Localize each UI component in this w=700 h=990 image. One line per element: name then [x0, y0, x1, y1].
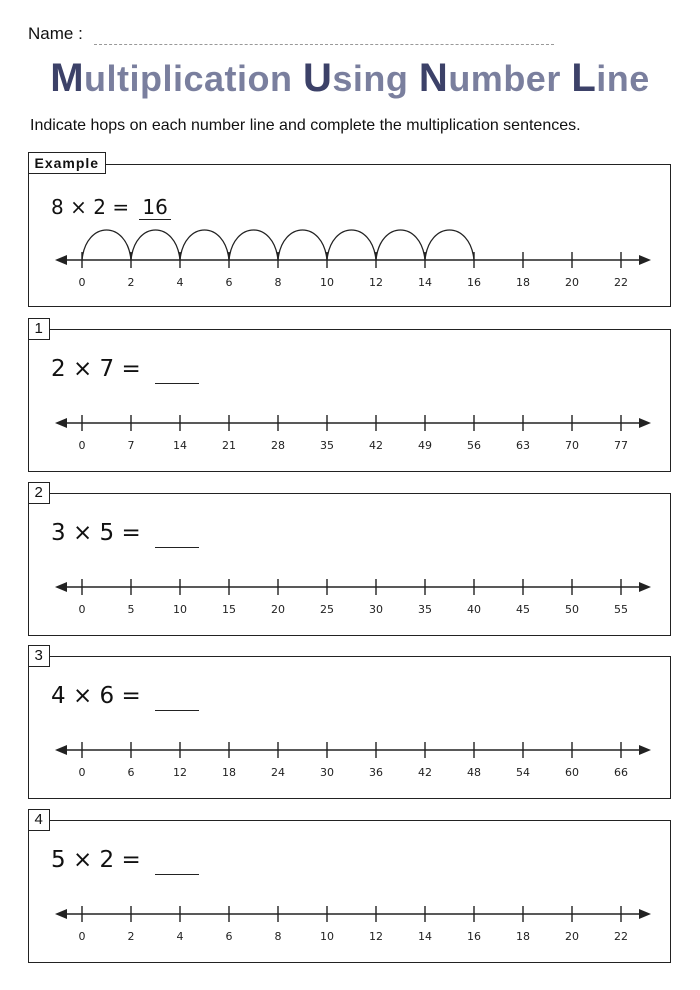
tick-label: 2	[127, 276, 135, 289]
tick-label: 20	[271, 603, 285, 616]
hop-arc	[327, 230, 376, 260]
tick-label: 4	[176, 930, 184, 943]
left-arrow-icon	[55, 745, 67, 755]
hop-arc	[82, 230, 131, 260]
tick-label: 8	[274, 276, 282, 289]
number-line[interactable]	[29, 330, 669, 470]
tick-label: 50	[565, 603, 579, 616]
tick-label: 10	[173, 603, 187, 616]
tick-label: 8	[274, 930, 282, 943]
factor-b: 6	[99, 683, 115, 709]
tick-label: 0	[78, 766, 86, 779]
name-field[interactable]	[94, 44, 554, 45]
tick-label: 4	[176, 276, 184, 289]
tick-label: 30	[320, 766, 334, 779]
right-arrow-icon	[639, 909, 651, 919]
equals-sign: =	[121, 847, 141, 873]
tick-label: 70	[565, 439, 579, 452]
tick-label: 66	[614, 766, 628, 779]
tick-label: 36	[369, 766, 383, 779]
equals-sign: =	[121, 356, 141, 382]
right-arrow-icon	[639, 255, 651, 265]
tick-label: 15	[222, 603, 236, 616]
tick-label: 12	[173, 766, 187, 779]
title-part: Using	[303, 56, 419, 100]
factor-a: 2	[51, 356, 66, 382]
factor-b: 5	[99, 520, 115, 546]
times-sign: ×	[72, 683, 93, 709]
tick-label: 10	[320, 276, 334, 289]
tick-label: 22	[614, 276, 628, 289]
problem-box-4	[28, 811, 671, 963]
factor-b: 2	[99, 847, 115, 873]
title-part: Line	[571, 56, 650, 100]
tick-label: 0	[78, 276, 86, 289]
hop-arc	[278, 230, 327, 260]
factor-b: 2	[93, 195, 106, 219]
tick-label: 14	[418, 276, 432, 289]
left-arrow-icon	[55, 582, 67, 592]
tick-label: 18	[516, 276, 530, 289]
number-line[interactable]	[29, 494, 669, 634]
tick-label: 14	[173, 439, 187, 452]
problem-number: 1	[28, 318, 50, 340]
right-arrow-icon	[639, 582, 651, 592]
tick-label: 54	[516, 766, 530, 779]
tick-label: 56	[467, 439, 481, 452]
factor-a: 4	[51, 683, 66, 709]
problem-number: 3	[28, 645, 50, 667]
tick-label: 35	[418, 603, 432, 616]
problem-number: 4	[28, 809, 50, 831]
problem-box-2	[28, 484, 671, 636]
tick-label: 0	[78, 930, 86, 943]
tick-label: 63	[516, 439, 530, 452]
times-sign: ×	[72, 520, 93, 546]
tick-label: 42	[369, 439, 383, 452]
hop-arc	[229, 230, 278, 260]
equals-sign: =	[121, 520, 141, 546]
instructions: Indicate hops on each number line and complete the multiplication sentences.	[30, 117, 581, 134]
problem-number: 2	[28, 482, 50, 504]
tick-label: 2	[127, 930, 135, 943]
tick-label: 60	[565, 766, 579, 779]
tick-label: 35	[320, 439, 334, 452]
hop-arc	[425, 230, 474, 260]
right-arrow-icon	[639, 418, 651, 428]
worksheet-title	[0, 56, 700, 101]
tick-label: 30	[369, 603, 383, 616]
number-line[interactable]	[29, 821, 669, 961]
tick-label: 6	[225, 930, 233, 943]
tick-label: 6	[127, 766, 135, 779]
tick-label: 40	[467, 603, 481, 616]
tick-label: 0	[78, 603, 86, 616]
tick-label: 10	[320, 930, 334, 943]
problem-box-3	[28, 647, 671, 799]
tick-label: 14	[418, 930, 432, 943]
tick-label: 6	[225, 276, 233, 289]
number-line[interactable]	[29, 657, 669, 797]
tick-label: 12	[369, 276, 383, 289]
tick-label: 77	[614, 439, 628, 452]
problem-box-1	[28, 320, 671, 472]
example-number-line	[29, 165, 669, 305]
tick-label: 7	[127, 439, 135, 452]
tick-label: 5	[127, 603, 135, 616]
factor-a: 8	[51, 195, 64, 219]
tick-label: 16	[467, 930, 481, 943]
factor-b: 7	[99, 356, 115, 382]
times-sign: ×	[70, 195, 87, 219]
left-arrow-icon	[55, 909, 67, 919]
tick-label: 20	[565, 930, 579, 943]
tick-label: 0	[78, 439, 86, 452]
tick-label: 49	[418, 439, 432, 452]
tick-label: 42	[418, 766, 432, 779]
hop-arc	[376, 230, 425, 260]
hop-arc	[131, 230, 180, 260]
right-arrow-icon	[639, 745, 651, 755]
tick-label: 21	[222, 439, 236, 452]
tick-label: 18	[222, 766, 236, 779]
left-arrow-icon	[55, 418, 67, 428]
tick-label: 45	[516, 603, 530, 616]
title-part: Multiplication	[50, 56, 304, 100]
tick-label: 48	[467, 766, 481, 779]
equals-sign: =	[112, 195, 130, 219]
name-label: Name :	[28, 24, 83, 43]
tick-label: 28	[271, 439, 285, 452]
times-sign: ×	[72, 356, 93, 382]
tick-label: 25	[320, 603, 334, 616]
tick-label: 12	[369, 930, 383, 943]
equals-sign: =	[121, 683, 141, 709]
factor-a: 3	[51, 520, 66, 546]
factor-a: 5	[51, 847, 66, 873]
answer-value: 16	[139, 197, 171, 220]
tick-label: 24	[271, 766, 285, 779]
tick-label: 16	[467, 276, 481, 289]
left-arrow-icon	[55, 255, 67, 265]
title-part: Number	[418, 56, 572, 100]
tick-label: 20	[565, 276, 579, 289]
tick-label: 22	[614, 930, 628, 943]
times-sign: ×	[72, 847, 93, 873]
example-box	[28, 155, 671, 307]
tick-label: 18	[516, 930, 530, 943]
hop-arc	[180, 230, 229, 260]
tick-label: 55	[614, 603, 628, 616]
example-label: Example	[28, 152, 107, 174]
